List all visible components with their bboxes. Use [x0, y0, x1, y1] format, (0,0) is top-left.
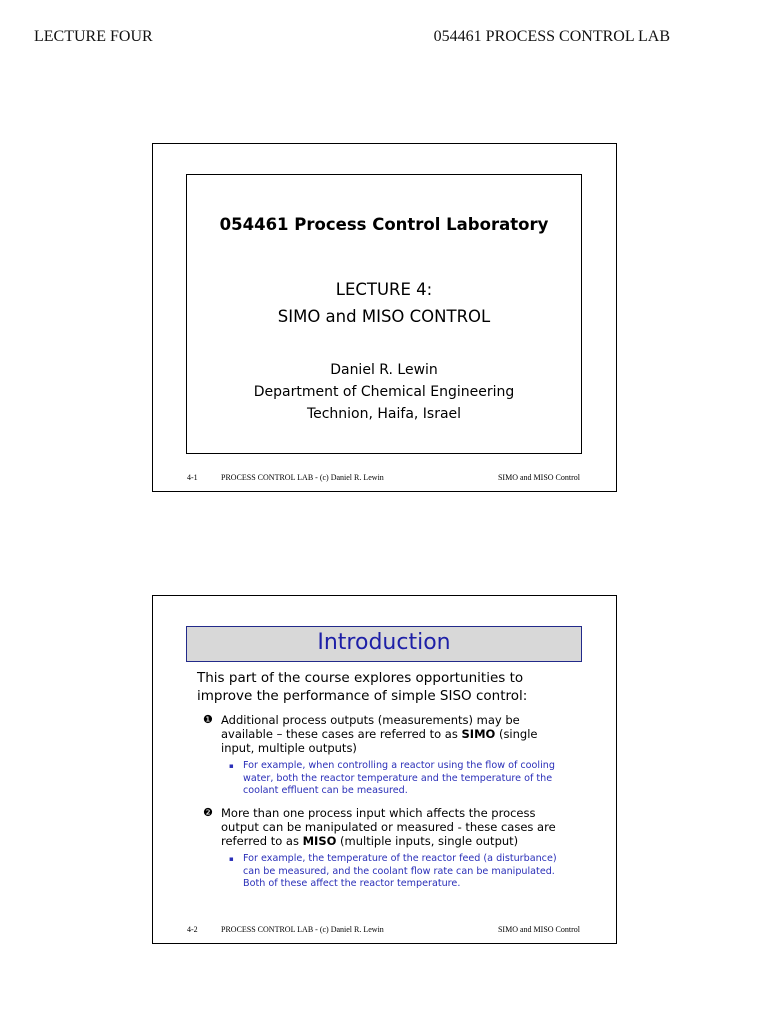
bullet-miso: ❷ More than one process input which affects the process output can be manipulated or measured - these cases are referred to as MISO (multiple inputs, single output): [203, 806, 556, 848]
footer-credit: PROCESS CONTROL LAB - (c) Daniel R. Lewin: [221, 473, 384, 482]
author-block: [187, 359, 581, 425]
lead-paragraph: This part of the course explores opportunities to improve the performance of simple SISO control:: [197, 670, 528, 704]
miso-term: MISO: [302, 834, 337, 848]
bullet-simo: ❶ Additional process outputs (measurements) may be available – these cases are referred to as SIMO (single input, multiple outputs): [203, 713, 538, 755]
sub-bullet-miso-example: ▪ For example, the temperature of the reactor feed (a disturbance) can be measured, and the coolant flow rate can be manipulated. Both of these affect the reactor temperature.: [229, 853, 557, 889]
page-header-lecture: LECTURE FOUR: [34, 28, 153, 45]
slide-1: [152, 143, 617, 492]
sub-bullet-simo-example: ▪ For example, when controlling a reactor using the flow of cooling water, both the reactor temperature and the temperature of the coolant effluent can be measured.: [229, 760, 555, 796]
slide-number: 4-2: [187, 925, 198, 934]
simo-term: SIMO: [461, 727, 496, 741]
slide-2: [152, 595, 617, 944]
slide-number: 4-1: [187, 473, 198, 482]
author-institution: Technion, Haifa, Israel: [306, 406, 462, 422]
title-box: [186, 174, 582, 454]
lecture-number: LECTURE 4:: [335, 280, 433, 299]
lecture-subtitle: SIMO and MISO CONTROL: [277, 307, 491, 326]
footer-topic: SIMO and MISO Control: [497, 925, 580, 934]
footer-credit: PROCESS CONTROL LAB - (c) Daniel R. Lewin: [221, 925, 384, 934]
page-header-course: 054461 PROCESS CONTROL LAB: [433, 28, 670, 45]
slide-title: 054461 Process Control Laboratory: [219, 215, 549, 234]
section-title: Introduction: [186, 626, 582, 662]
number-two-icon: ❷: [203, 806, 213, 819]
square-bullet-icon: ▪: [229, 762, 234, 770]
author-department: Department of Chemical Engineering: [253, 384, 515, 400]
number-one-icon: ❶: [203, 713, 213, 726]
footer-topic: SIMO and MISO Control: [497, 473, 580, 482]
author-name: Daniel R. Lewin: [330, 362, 438, 378]
square-bullet-icon: ▪: [229, 855, 234, 863]
